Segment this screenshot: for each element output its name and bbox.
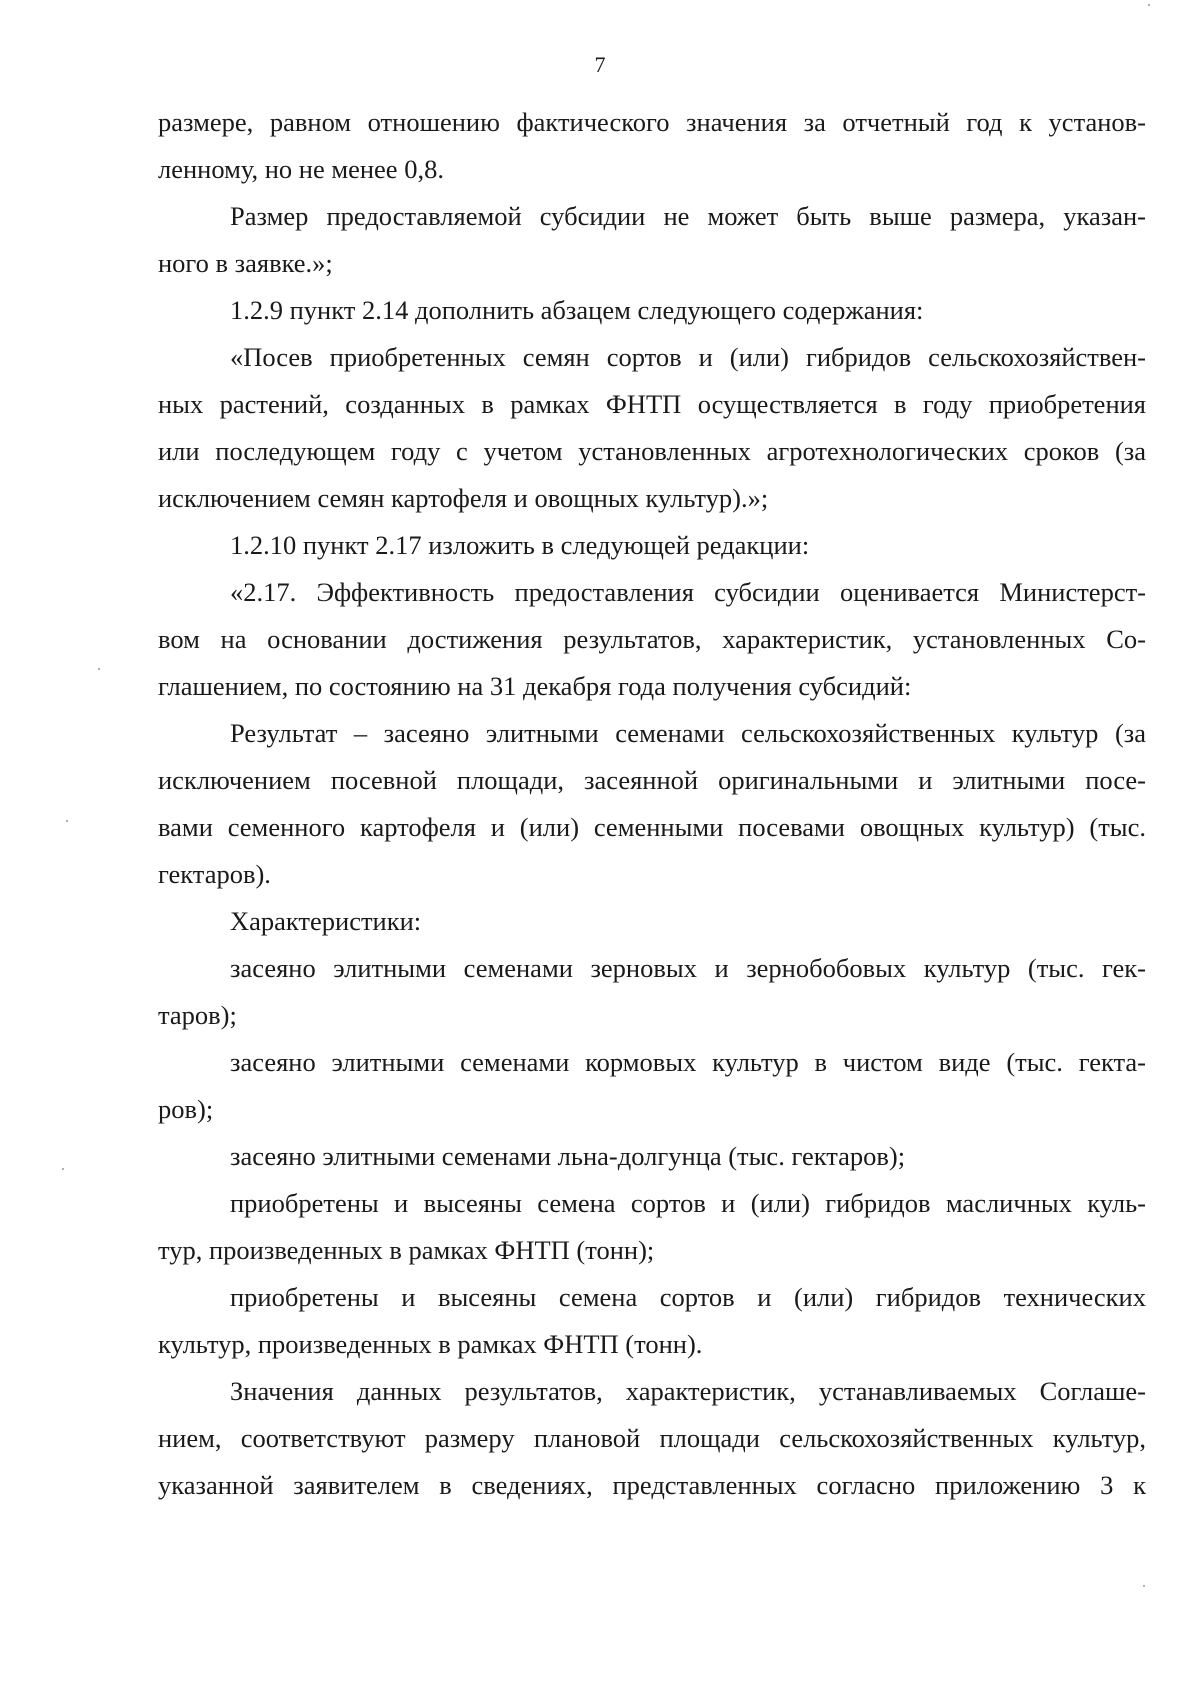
text-line: ных растений, созданных в рамках ФНТП осуществляется в году приобретения xyxy=(158,389,1146,419)
paragraph xyxy=(158,1274,1146,1368)
paragraph xyxy=(158,1368,1146,1509)
paragraph xyxy=(158,99,1146,193)
scan-speck xyxy=(98,668,100,670)
text-line: «Посев приобретенных семян сортов и (или) гибридов сельскохозяйствен- xyxy=(230,342,1146,372)
text-line: тур, произведенных в рамках ФНТП (тонн); xyxy=(158,1235,655,1265)
text-line: Значения данных результатов, характеристик, устанавливаемых Соглаше- xyxy=(230,1376,1146,1406)
text-line: культур, произведенных в рамках ФНТП (тонн). xyxy=(158,1329,703,1359)
text-line: 1.2.9 пункт 2.14 дополнить абзацем следующего содержания: xyxy=(230,295,924,325)
text-line: исключением семян картофеля и овощных культур).»; xyxy=(158,483,769,513)
text-line: Размер предоставляемой субсидии не может быть выше размера, указан- xyxy=(230,201,1146,231)
paragraph xyxy=(158,1180,1146,1274)
text-line: гектаров). xyxy=(158,859,271,889)
paragraph xyxy=(158,287,1146,334)
scan-speck xyxy=(1148,4,1150,6)
scan-speck xyxy=(62,1168,64,1170)
scan-speck xyxy=(1143,1585,1145,1587)
paragraph xyxy=(158,1039,1146,1133)
text-line: или последующем году с учетом установленных агротехнологических сроков (за xyxy=(158,436,1146,466)
text-line: исключением посевной площади, засеянной оригинальными и элитными посе- xyxy=(158,765,1146,795)
text-line: таров); xyxy=(158,1000,237,1030)
text-line: засеяно элитными семенами зерновых и зернобобовых культур (тыс. гек- xyxy=(230,953,1146,983)
text-line: глашением, по состоянию на 31 декабря года получения субсидий: xyxy=(158,671,912,701)
paragraph xyxy=(158,710,1146,898)
text-line: засеяно элитными семенами льна-долгунца (тыс. гектаров); xyxy=(230,1141,906,1171)
text-line: нием, соответствуют размеру плановой площади сельскохозяйственных культур, xyxy=(158,1423,1146,1453)
document-body xyxy=(158,99,1146,1509)
text-line: приобретены и высеяны семена сортов и (или) гибридов технических xyxy=(230,1282,1146,1312)
paragraph xyxy=(158,193,1146,287)
text-line: «2.17. Эффективность предоставления субсидии оценивается Министерст- xyxy=(230,577,1146,607)
text-line: 1.2.10 пункт 2.17 изложить в следующей редакции: xyxy=(230,530,810,560)
paragraph xyxy=(158,1133,1146,1180)
text-line: ров); xyxy=(158,1094,214,1124)
text-line: ного в заявке.»; xyxy=(158,248,333,278)
text-line: засеяно элитными семенами кормовых культур в чистом виде (тыс. гекта- xyxy=(230,1047,1146,1077)
page-number: 7 xyxy=(594,52,606,77)
paragraph xyxy=(158,945,1146,1039)
text-line: приобретены и высеяны семена сортов и (или) гибридов масличных куль- xyxy=(230,1188,1146,1218)
text-line: ленному, но не менее 0,8. xyxy=(158,154,444,184)
text-line: Характеристики: xyxy=(230,906,422,936)
paragraph xyxy=(158,334,1146,522)
paragraph xyxy=(158,898,1146,945)
scan-speck xyxy=(66,820,68,822)
text-line: вом на основании достижения результатов, характеристик, установленных Со- xyxy=(158,624,1146,654)
paragraph xyxy=(158,569,1146,710)
text-line: Результат – засеяно элитными семенами сельскохозяйственных культур (за xyxy=(230,718,1146,748)
text-line: вами семенного картофеля и (или) семенными посевами овощных культур) (тыс. xyxy=(158,812,1146,842)
text-line: размере, равном отношению фактического значения за отчетный год к установ- xyxy=(158,107,1146,137)
paragraph xyxy=(158,522,1146,569)
text-line: указанной заявителем в сведениях, представленных согласно приложению 3 к xyxy=(158,1470,1146,1500)
